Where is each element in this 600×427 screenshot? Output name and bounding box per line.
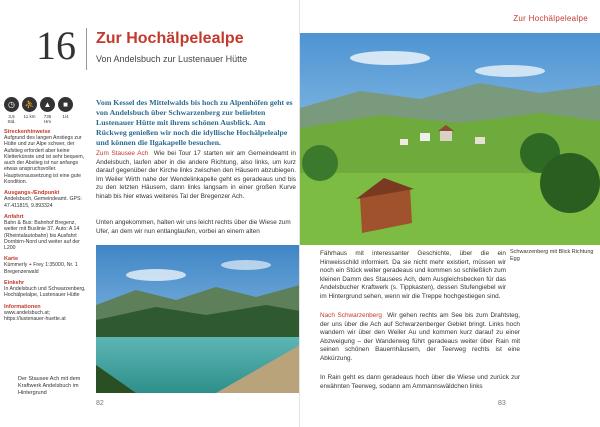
sidebar-block-info <box>4 304 86 323</box>
section2-paragraph <box>320 312 520 363</box>
sidebar-text: Andelsbuch, Gemeindeamt. GPS: 47.411815, 9.893324 <box>4 196 82 209</box>
sidebar-block-start <box>4 190 86 209</box>
sidebar-heading: Karte <box>4 256 19 263</box>
sidebar-heading: Anfahrt <box>4 213 24 220</box>
section2-text: Wir gehen rechts am See bis zum Drahtsteg, der uns über die Ach auf Schwarzenberger Gebiet bringt. Links hoch wandern wir über den Weiler Au und kommen kurz darauf zu einer Abzweigung – der Wanderweg führt geradeaus weiter über Rain mit seinen schönen Bauernhäusern, der Teerweg rechts ist eine Abkürzung. <box>320 312 520 362</box>
map-value: 1/4 <box>62 114 69 119</box>
page-subtitle: Von Andelsbuch zur Lustenauer Hütte <box>96 54 248 64</box>
duration-value: 3,5 Std. <box>7 114 16 124</box>
running-head: Zur Hochälpelealpe <box>513 14 588 23</box>
clock-icon: ◷ <box>4 97 19 112</box>
sidebar-text: Bahn & Bus: Bahnhof Bregenz, weiter mit Buslinie 37. Auto: A 14 (Rheintalautobahn) bis Ausfahrt Dornbirn-Nord und weiter auf der L200 <box>4 219 80 252</box>
sidebar-block-route <box>4 129 86 185</box>
right-paragraph-1: Fährhaus mit interessanter Geschichte, über die ein Hinweisschild informiert. Da sie nicht mehr existiert, müssen wir noch ein Stück weiter geradeaus und kommen so schließlich zum kleinen Damm des Stausees Ach, dem Ausgleichsbecken für das Andelsbucher Kraftwerk (s. Tippkasten), dessen Stufengiebel wir im Hintergrund sehen, wenn wir die Treppe hochgestiegen sind. <box>320 250 506 300</box>
right-page <box>300 0 600 427</box>
photo-caption-lake: Der Stausee Ach mit dem Kraftwerk Andelsbuch im Hintergrund <box>18 376 81 396</box>
map-icon: ■ <box>58 97 73 112</box>
sidebar-text: Aufgrund des langen Anstiegs zur Hütte und zur Alpe schwer, der Aufstieg erfordert aber keine Kletterkünste und ist sehr bequem, auch der Abstieg ist nur anfangs etwas anspruchsvoller. Hauptvoraussetzung ist eine gute Kondition. <box>4 135 85 186</box>
distance-value: 11 km <box>23 114 36 119</box>
sidebar-text: Kümmerly + Frey 1:35000, Nr. 1 Bregenzerwald <box>4 262 78 275</box>
tour-number: 16 <box>36 23 76 68</box>
section1-heading: Zum Stausee Ach <box>96 150 149 157</box>
sidebar-heading: Informationen <box>4 303 41 310</box>
sidebar-heading: Streckenhinweise <box>4 129 51 135</box>
sidebar-heading: Ausgangs-/Endpunkt <box>4 190 60 197</box>
paragraph-2: Unten angekommen, halten wir uns leicht rechts über die Wiese zum Ufer, an dem wir nun entlanglaufen, vorbei an einem alten <box>96 219 291 235</box>
section1-text: Wie bei Tour 17 starten wir am Gemeindeamt in Andelsbuch, laufen aber in die andere Richtung, also links, um kurz darauf gegenüber der Kirche links zwischen den Häusern abzubiegen. Im Weiler Wirth nahe der Wendelinkapelle geht es geradeaus und bis zu den letzten Häusern, dann links langsam in einer großen Kurve hinab bis hier etwas weiteres Tal der Bregenzer Ach. <box>96 150 296 200</box>
intro-text: Vom Kessel des Mittelwalds bis hoch zu Alpenhöfen geht es von Andelsbuch über Schwarzenberg zur beliebten Lustenauer Hütte mit ihrem schönen Ausblick. Am Rückweg genießen wir noch die idyllische Hochälpelealpe und können die Ilgakapelle besuchen. <box>96 98 293 147</box>
stats-icons <box>4 97 90 112</box>
photo-village <box>300 33 600 245</box>
section2-heading: Nach Schwarzenberg <box>320 312 382 319</box>
info-sidebar <box>0 97 90 337</box>
walker-icon: ⛹ <box>22 97 37 112</box>
sidebar-text: www.andelsbuch.at; https://lustenauer-huette.at <box>4 309 66 322</box>
sidebar-block-travel <box>4 214 86 251</box>
sidebar-block-map <box>4 256 86 275</box>
photo-lake <box>96 245 300 393</box>
page-number-left: 82 <box>96 400 104 407</box>
section1-paragraph <box>96 150 296 201</box>
sidebar-text: In Andelsbuch und Schwarzenberg, Hochälpelalpe, Lustenauer Hütte <box>4 286 86 299</box>
mountain-icon: ▲ <box>40 97 55 112</box>
page-title: Zur Hochälpelealpe <box>96 30 244 47</box>
sidebar-block-food <box>4 280 86 299</box>
sidebar-heading: Einkehr <box>4 280 25 287</box>
title-divider <box>86 28 87 70</box>
photo-caption-village: Schwarzenberg mit Blick Richtung Egg <box>510 249 594 262</box>
right-paragraph-3: In Rain geht es dann geradeaus hoch über die Wiese und zurück zur erwähnten Teerweg, sodann am Ammannswäldchen links <box>320 374 520 390</box>
page-number-right: 83 <box>498 400 506 407</box>
elevation-value: 735 Hm <box>43 114 52 124</box>
